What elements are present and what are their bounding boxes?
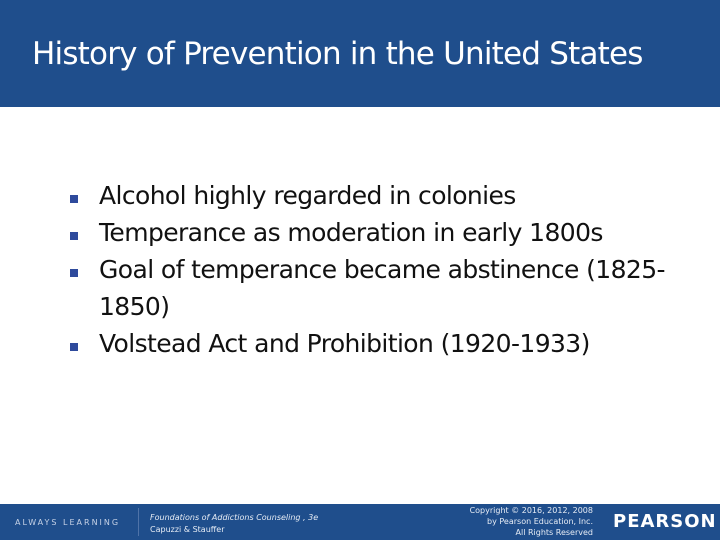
bullet-item: [70, 214, 670, 251]
book-authors: Capuzzi & Stauffer: [150, 525, 225, 534]
bullet-item: [70, 251, 670, 325]
footer-divider: [138, 508, 139, 536]
book-title: Foundations of Addictions Counseling , 3e: [150, 513, 319, 522]
copyright-line: Copyright © 2016, 2012, 2008: [469, 506, 593, 515]
square-bullet-icon: [70, 195, 78, 203]
footer-bar: [0, 504, 720, 540]
slide-title: History of Prevention in the United States: [32, 36, 643, 72]
square-bullet-icon: [70, 343, 78, 351]
square-bullet-icon: [70, 269, 78, 277]
bullet-text: Volstead Act and Prohibition (1920-1933): [99, 329, 590, 358]
bullet-item: [70, 177, 670, 214]
bullet-text: Alcohol highly regarded in colonies: [99, 181, 516, 210]
copyright-line: All Rights Reserved: [515, 528, 593, 537]
bullet-text: Temperance as moderation in early 1800s: [99, 218, 603, 247]
always-learning-tagline: ALWAYS LEARNING: [15, 518, 121, 527]
pearson-logo: PEARSON: [613, 511, 717, 532]
square-bullet-icon: [70, 232, 78, 240]
bullet-list: [70, 177, 670, 362]
title-bar: [0, 0, 720, 107]
book-info: [150, 512, 318, 536]
copyright-notice: [400, 505, 593, 538]
bullet-text: Goal of temperance became abstinence (1825-1850): [99, 255, 665, 321]
copyright-line: by Pearson Education, Inc.: [487, 517, 593, 526]
bullet-item: [70, 325, 670, 362]
